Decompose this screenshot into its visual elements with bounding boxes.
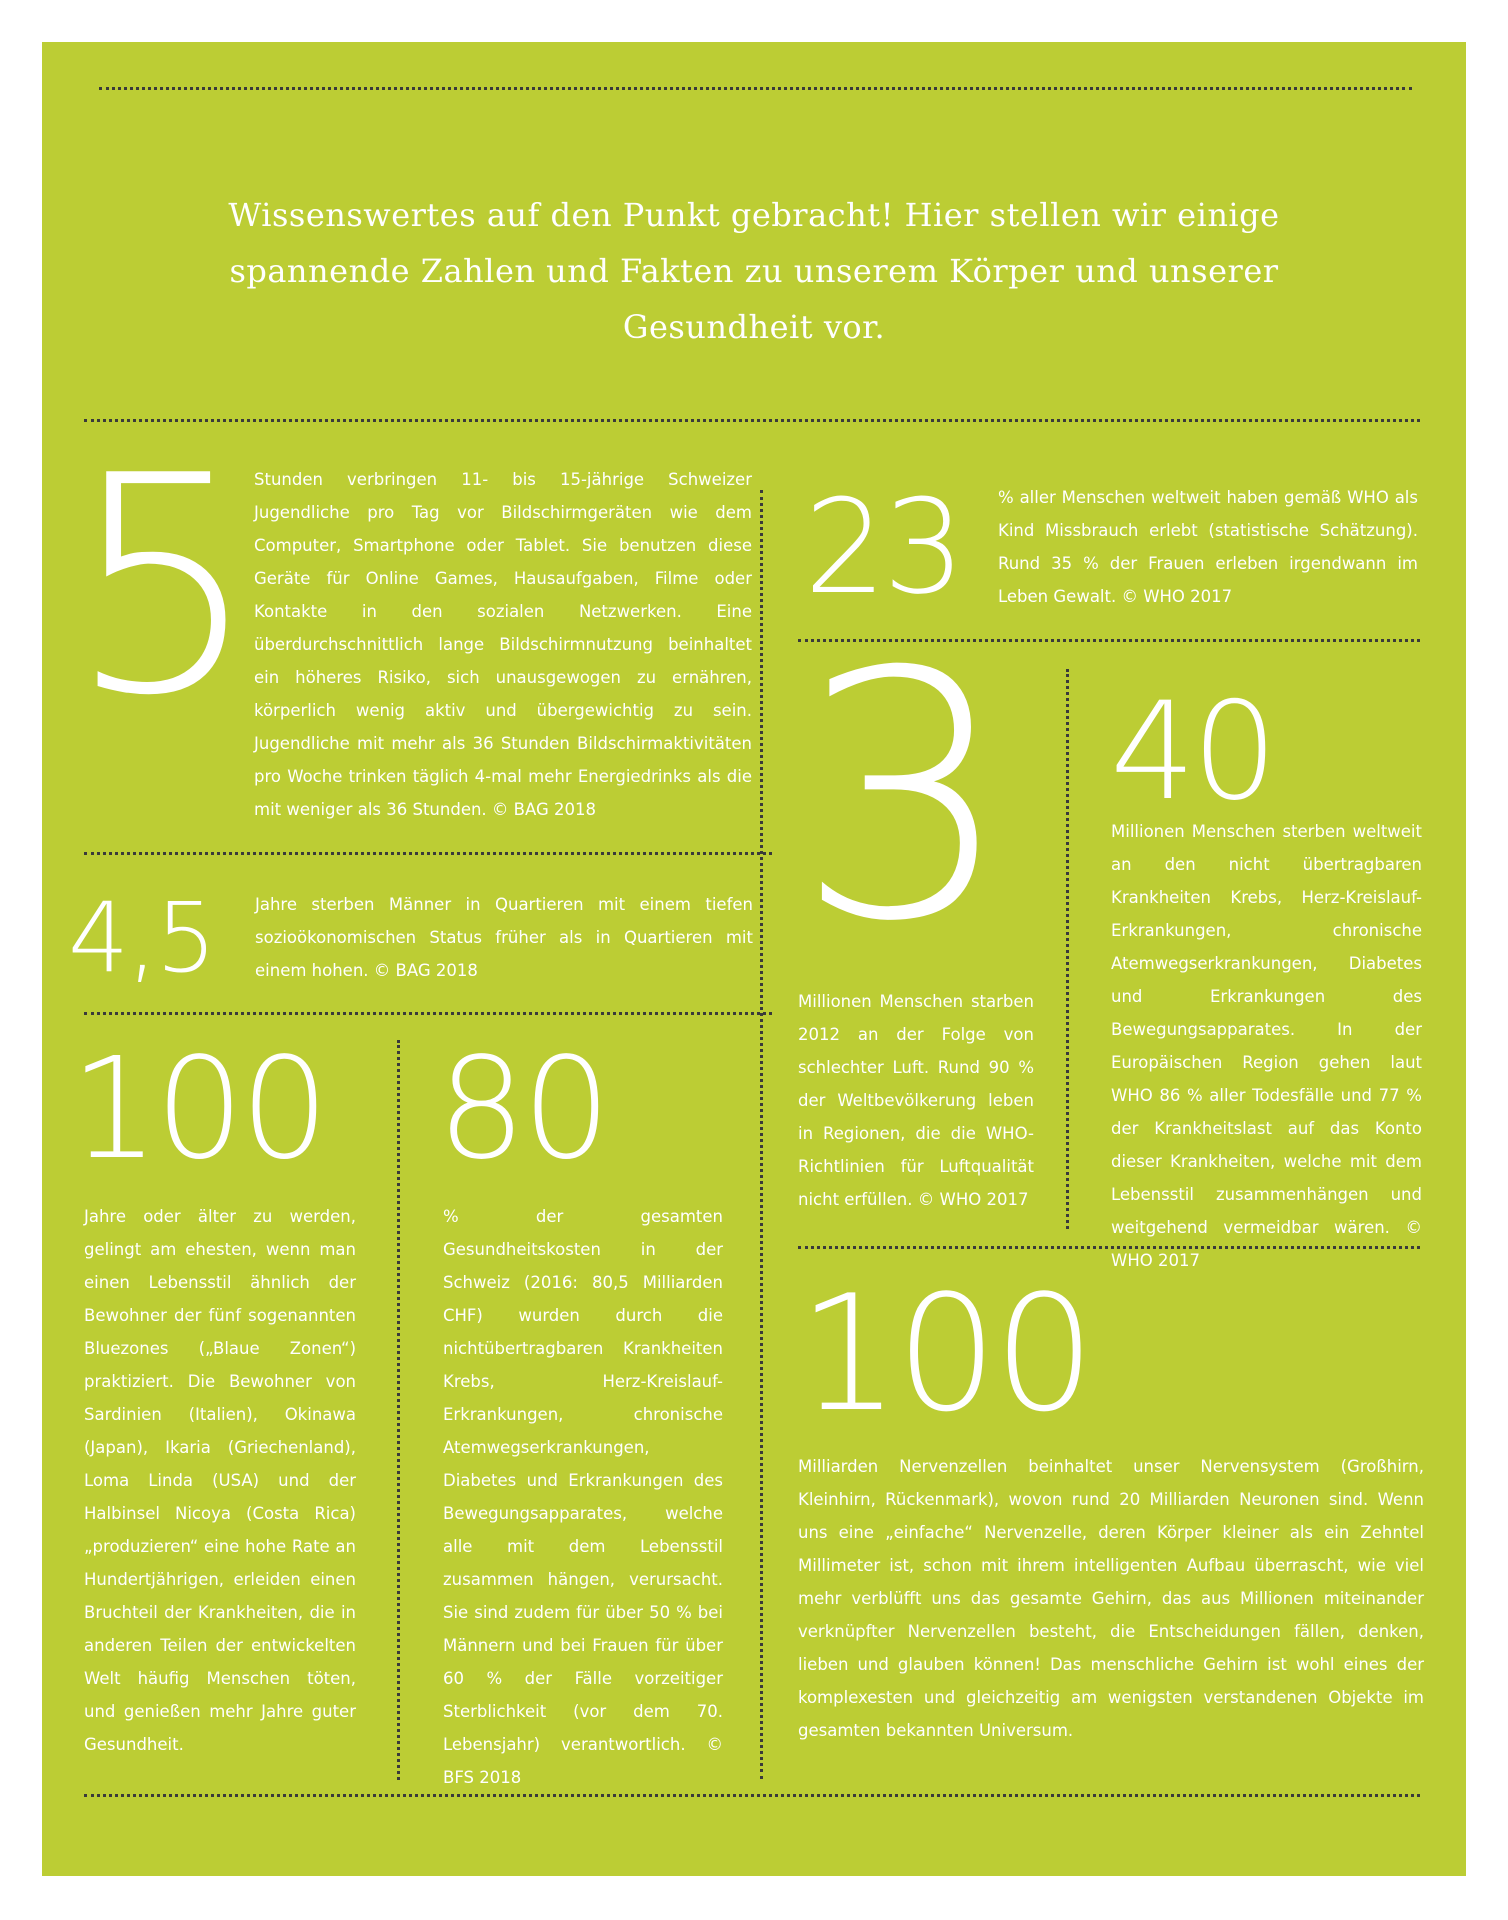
fact-number-5: 5 <box>68 412 255 761</box>
fact-number-4-5: 4,5 <box>68 882 215 994</box>
fact-number-80: 80 <box>437 1028 608 1191</box>
fact-text-5: Stunden verbringen 11- bis 15-jährige Schweizer Jugendliche pro Tag vor Bildschirmgeräten wie dem Computer, Smartphone oder Tablet. Sie benutzen diese Geräte für Online Games, Hausaufgaben, Filme oder Kontakte in den sozialen Netzwerken. Eine überdurchschnittlich lange Bildschirmnutzung beinhaltet ein höheres Risiko, sich unausgewogen zu ernähren, körperlich wenig aktiv und übergewichtig zu sein. Jugendliche mit mehr als 36 Stunden Bildschirmaktivitäten pro Woche trinken täglich 4-mal mehr Energiedrinks als die mit weniger als 36 Stunden. © BAG 2018 <box>254 470 752 819</box>
divider-top <box>99 87 1412 90</box>
fact-number-100-neurons: 100 <box>798 1260 1092 1447</box>
fact-number-100-bluezones: 100 <box>70 1028 326 1191</box>
divider-left-mid <box>84 852 772 855</box>
column-divider-main <box>760 490 763 1779</box>
fact-text-100-neurons: Milliarden Nervenzellen beinhaltet unser Nervensystem (Großhirn, Kleinhirn, Rückenmark), wovon rund 20 Milliarden Neuronen sind. Wenn uns eine „einfache“ Nervenzelle, deren Körper kleiner als ein Zehntel Millimeter ist, schon mit ihrem intelligenten Aufbau überrascht, wie viel mehr verblüfft uns das gesamte Gehirn, das aus Millionen miteinander verknüpfter Nervenzellen besteht, die Entscheidungen fällen, denken, lieben und glauben können! Das menschliche Gehirn ist wohl eines der komplexesten und gleichzeitig am wenigsten verstandenen Objekte im gesamten bekannten Universum. <box>798 1457 1424 1740</box>
fact-text-80: % der gesamten Gesundheitskosten in der Schweiz (2016: 80,5 Milliarden CHF) wurden durch die nichtübertragbaren Krankheiten Krebs, Herz-Kreislauf-Erkrankungen, chronische Atemwegserkrankungen, Diabetes und Erkrankungen des Bewegungsapparates, welche alle mit dem Lebensstil zusammen hängen, verursacht. Sie sind zudem für über 50 % bei Männern und bei Frauen für über 60 % der Fälle vorzeitiger Sterblichkeit (vor dem 70. Lebensjahr) verantwortlich. © BFS 2018 <box>443 1207 723 1787</box>
fact-text-23: % aller Menschen weltweit haben gemäß WHO als Kind Missbrauch erlebt (statistische Schätzung). Rund 35 % der Frauen erleben irgendwann im Leben Gewalt. © WHO 2017 <box>998 488 1418 606</box>
divider-below-intro <box>84 419 1420 422</box>
fact-text-40: Millionen Menschen sterben weltweit an den nicht übertragbaren Krankheiten Krebs, Herz-Kreislauf-Erkrankungen, chronische Atemwegserkrankungen, Diabetes und Erkrankungen des Bewegungsapparates. In der Europäischen Region gehen laut WHO 86 % aller Todesfälle und 77 % der Krankheitslast auf das Konto dieser Krankheiten, welche mit dem Lebensstil zusammenhängen und weitgehend vermeidbar wären. © WHO 2017 <box>1111 822 1422 1270</box>
fact-text-3: Millionen Menschen starben 2012 an der Folge von schlechter Luft. Rund 90 % der Weltbevölkerung leben in Regionen, die die WHO-Richtlinien für Luftqualität nicht erfüllen. © WHO 2017 <box>798 992 1034 1209</box>
fact-number-40: 40 <box>1110 673 1274 830</box>
divider-bottom <box>84 1794 1420 1797</box>
column-divider-right <box>1066 669 1069 1229</box>
infographic-panel <box>42 42 1466 1876</box>
fact-text-100-bluezones: Jahre oder älter zu werden, gelingt am ehesten, wenn man einen Lebensstil ähnlich der Bewohner der fünf sogenannten Bluezones („Blaue Zonen“) praktiziert. Die Bewohner von Sardinien (Italien), Okinawa (Japan), Ikaria (Griechenland), Loma Linda (USA) und der Halbinsel Nicoya (Costa Rica) „produzieren“ eine hohe Rate an Hundertjährigen, erleiden einen Bruchteil der Krankheiten, die in anderen Teilen der entwickelten Welt häufig Menschen töten, und genießen mehr Jahre guter Gesundheit. <box>84 1207 356 1754</box>
fact-text-4-5: Jahre sterben Männer in Quartieren mit einem tiefen sozioökonomischen Status früher als in Quartieren mit einem hohen. © BAG 2018 <box>255 895 753 980</box>
intro-text: Wissenswertes auf den Punkt gebracht! Hier stellen wir einige spannende Zahlen und Fakten zu unserem Körper und unserer Gesundheit vor. <box>228 196 1280 346</box>
divider-left-lower <box>84 1012 772 1015</box>
fact-number-3: 3 <box>796 600 1009 996</box>
column-divider-left <box>397 1040 400 1780</box>
fact-number-23: 23 <box>804 471 962 623</box>
